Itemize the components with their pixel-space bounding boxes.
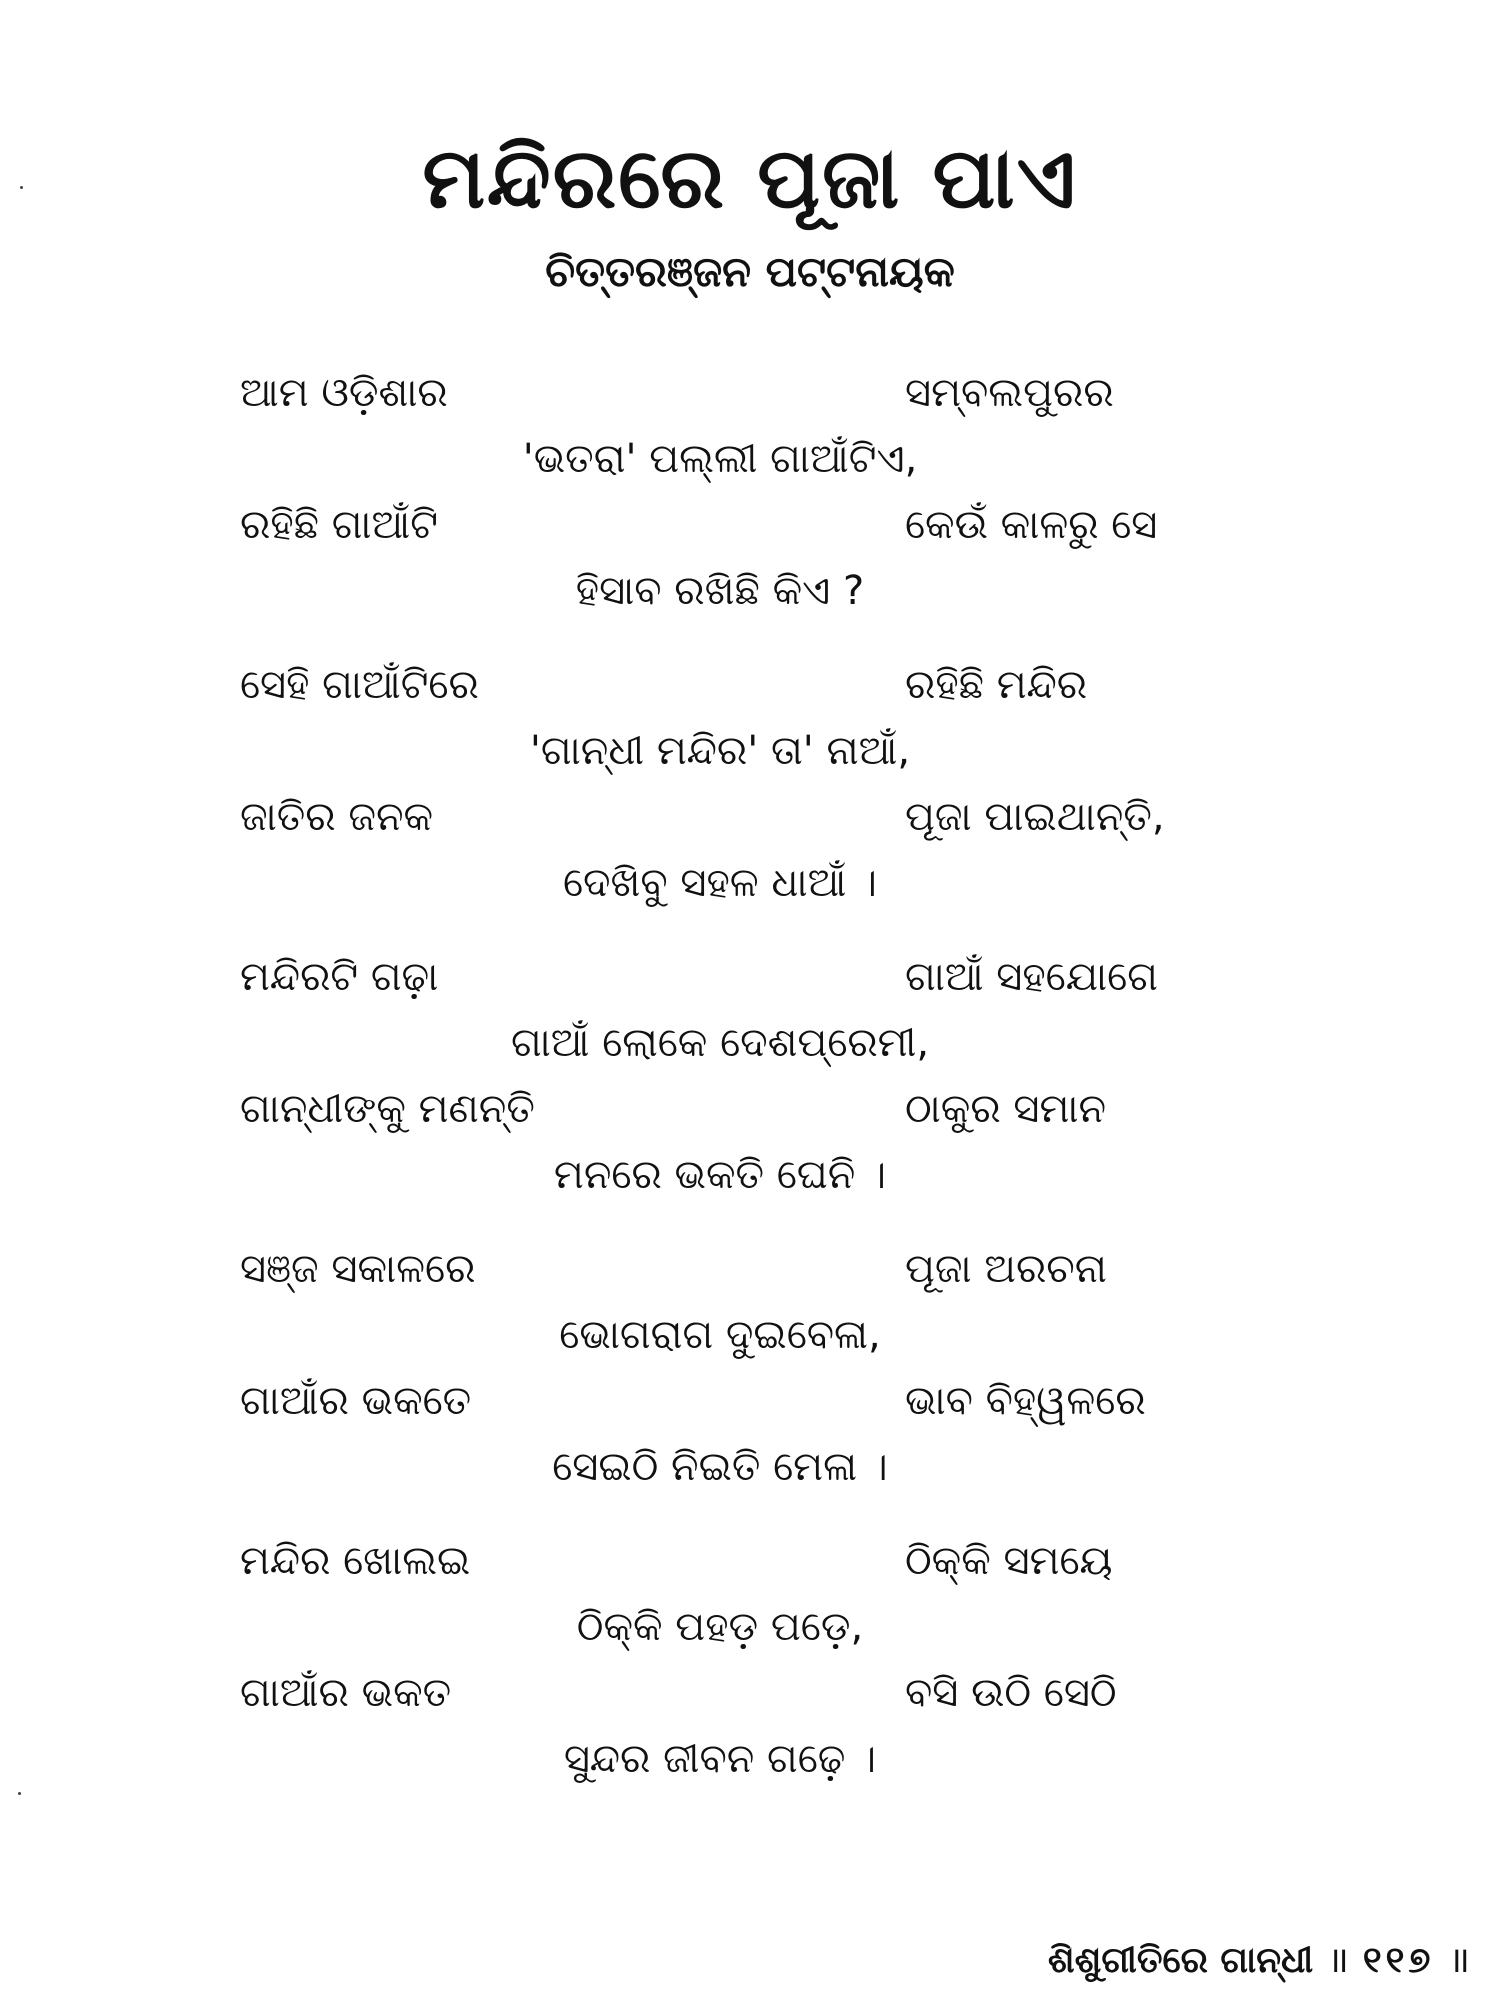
line-right-segment: ଭାବ ବିହ୍ୱଳରେ [905, 1378, 1146, 1424]
line-left-segment: ଜାତିର ଜନକ [240, 794, 434, 840]
poem-line-centered: ଠିକ୍‌କି ପହଡ଼ ପଡ଼େ, [576, 1604, 864, 1650]
footer-separator: ॥ [1448, 1940, 1470, 1981]
poem-line-centered: ଭୋଗରାଗ ଦୁଇବେଳା, [559, 1312, 881, 1358]
line-right-segment: ପୂଜା ଅରଚନା [905, 1246, 1107, 1292]
poem-line-centered: ଦେଖିବୁ ସହଳ ଧାଆଁ । [562, 860, 878, 906]
footer-separator: ॥ [1327, 1940, 1349, 1981]
line-left-segment: ଗାଆଁର ଭକତ [240, 1670, 452, 1716]
stanza [0, 1238, 1500, 1530]
book-title: ଶିଶୁଗୀତିରେ ଗାନ୍ଧୀ [1047, 1940, 1314, 1981]
line-left-segment: ରହିଛି ଗାଆଁଟି [240, 502, 438, 548]
line-left-segment: ଗାଆଁର ଭକତେ [240, 1378, 472, 1424]
page-number: ୧୧୭ [1362, 1940, 1435, 1981]
stanza [0, 1530, 1500, 1822]
poem-line-centered: ହିସାବ ରଖିଛି କିଏ ? [575, 568, 865, 614]
stanza [0, 654, 1500, 946]
poem-line-centered: ସେଇଠି ନିଇତି ମେଳା । [552, 1444, 888, 1490]
poem-title: ମନ୍ଦିରରେ ପୂଜା ପାଏ [422, 129, 1078, 227]
line-left-segment: ମନ୍ଦିର ଖୋଲଇ [240, 1538, 471, 1584]
page-footer [1048, 1934, 1470, 1988]
line-left-segment: ଗାନ୍ଧୀଙ୍କୁ ମଣନ୍ତି [240, 1086, 535, 1132]
line-right-segment: ପୂଜା ପାଇଥାନ୍ତି, [905, 794, 1165, 840]
line-left-segment: ସେହି ଗାଆଁଟିରେ [240, 662, 479, 708]
line-right-segment: ରହିଛି ମନ୍ଦିର [905, 662, 1088, 708]
poem-line-centered: 'ଗାନ୍ଧୀ ମନ୍ଦିର' ତା' ନାଆଁ, [529, 728, 911, 774]
poem-line-centered: ଗାଆଁ ଲୋକେ ଦେଶପ୍ରେମୀ, [510, 1020, 930, 1066]
poem-body [0, 362, 1500, 1822]
stanza [0, 362, 1500, 654]
poem-author: ଚିତ୍ତରଞ୍ଜନ ପଟ୍ଟନାୟକ [545, 247, 955, 296]
line-right-segment: କେଉଁ କାଳରୁ ସେ [905, 502, 1158, 548]
line-right-segment: ଗାଆଁ ସହଯୋଗେ [905, 954, 1158, 1000]
line-right-segment: ଠିକ୍‌କି ସମୟେ [905, 1538, 1113, 1584]
poem-line-centered: ସୁନ୍ଦର ଜୀବନ ଗଢ଼େ । [563, 1736, 877, 1782]
line-left-segment: ଆମ ଓଡ଼ିଶାର [240, 370, 448, 416]
line-left-segment: ସଞ୍ଜ ସକାଳରେ [240, 1246, 476, 1292]
line-right-segment: ବସି ଉଠି ସେଠି [905, 1670, 1117, 1716]
line-right-segment: ଠାକୁର ସମାନ [905, 1086, 1107, 1132]
stanza [0, 946, 1500, 1238]
poem-line-centered: ମନରେ ଭକତି ଘେନି । [553, 1152, 887, 1198]
poem-line-centered: 'ଭତରା' ପଲ୍ଲୀ ଗାଆଁଟିଏ, [522, 436, 918, 482]
line-left-segment: ମନ୍ଦିରଟି ଗଢ଼ା [240, 954, 439, 1000]
line-right-segment: ସମ୍ବଲପୁରର [905, 370, 1114, 416]
